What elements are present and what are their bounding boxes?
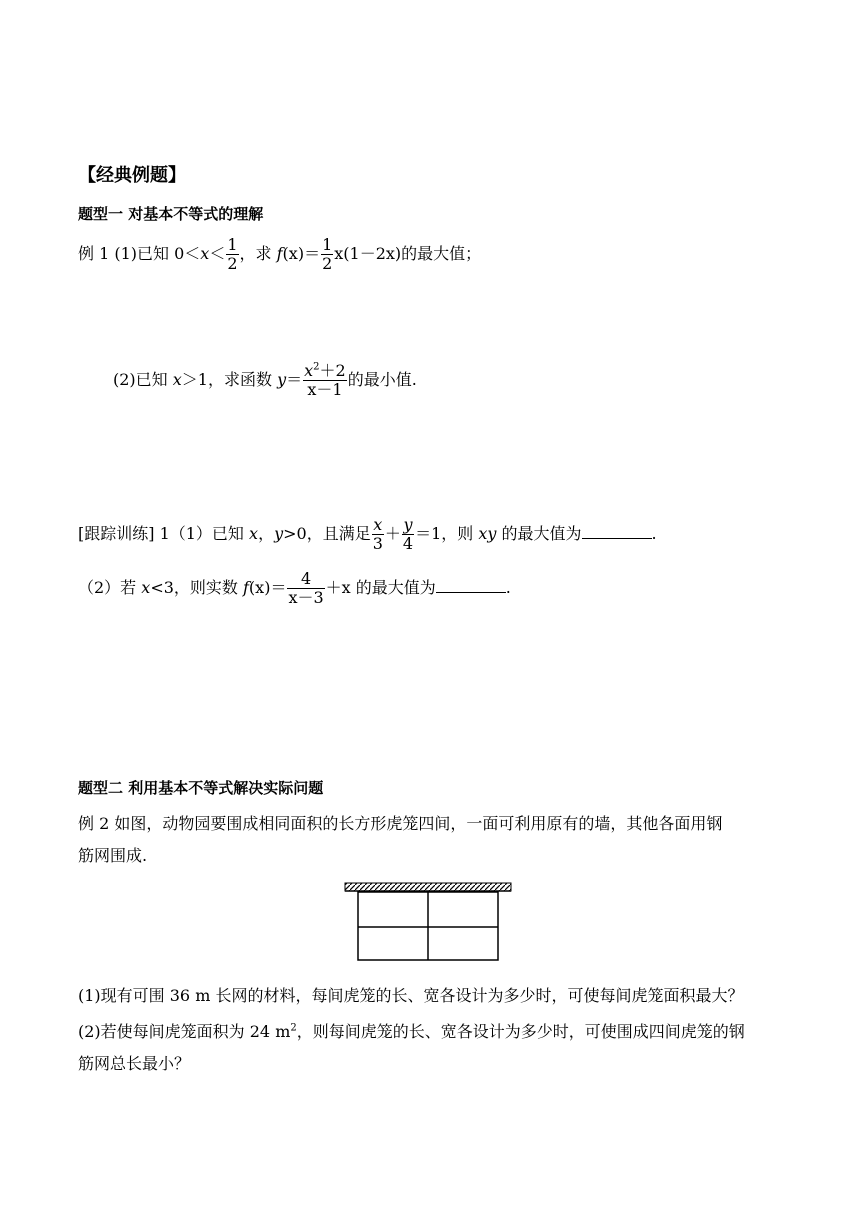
type1-heading: 题型一 对基本不等式的理解: [78, 205, 264, 223]
answer-blank[interactable]: [436, 578, 506, 593]
fraction-coefficient: $\frac{1}{2}$: [322, 235, 333, 273]
type2-heading: 题型二 利用基本不等式解决实际问题: [78, 779, 324, 797]
example2-question2: (2)若使每间虎笼面积为 24 $m^2$，则每间虎笼的长、宽各设计为多少时，可使围成四间虎笼的钢: [78, 1022, 745, 1041]
fraction-4-over-x-minus-3: $\frac{4}{x-3}$: [288, 569, 324, 607]
section-title: 【经典例题】: [78, 165, 186, 186]
tiger-cage-diagram: [340, 880, 516, 966]
example2-question2-cont: 筋网总长最小？: [78, 1054, 191, 1073]
example2-question1: (1)现有可围 36 m 长网的材料，每间虎笼的长、宽各设计为多少时，可使每间虎笼面积最大？: [78, 986, 744, 1005]
wall: [345, 883, 511, 891]
tracking-question-2: （2）若 x<3，则实数 f(x)＝ $\frac{4}{x-3}$ ＋x 的最大值为 .: [78, 569, 511, 607]
fraction-y-over-4: $\frac{y}{4}$: [402, 515, 414, 553]
example1-part2: (2)已知 x＞1，求函数 y＝ $\frac{x^2+2}{x-1}$ 的最小值.: [113, 361, 417, 399]
tracking-question-1: [跟踪训练] 1（1）已知 x，y>0，且满足 $\frac{x}{3}$ ＋ $\frac{y}{4}$ ＝1，则 xy 的最大值为 .: [78, 515, 657, 553]
fraction-one-half: $\frac{1}{2}$: [227, 235, 238, 273]
answer-blank[interactable]: [582, 524, 652, 539]
example2-line2: 筋网围成.: [78, 846, 148, 865]
example1-part1: 例 1 (1)已知 0＜x＜ $\frac{1}{2}$ ，求 f(x)＝ $\frac{1}{2}$ x(1－2x)的最大值；: [78, 235, 482, 273]
fraction-x-over-3: $\frac{x}{3}$: [372, 515, 383, 553]
fraction-function: $\frac{x^2+2}{x-1}$: [304, 361, 346, 399]
example2-line1: 例 2 如图，动物园要围成相同面积的长方形虎笼四间，一面可利用原有的墙，其他各面用钢: [78, 814, 723, 833]
